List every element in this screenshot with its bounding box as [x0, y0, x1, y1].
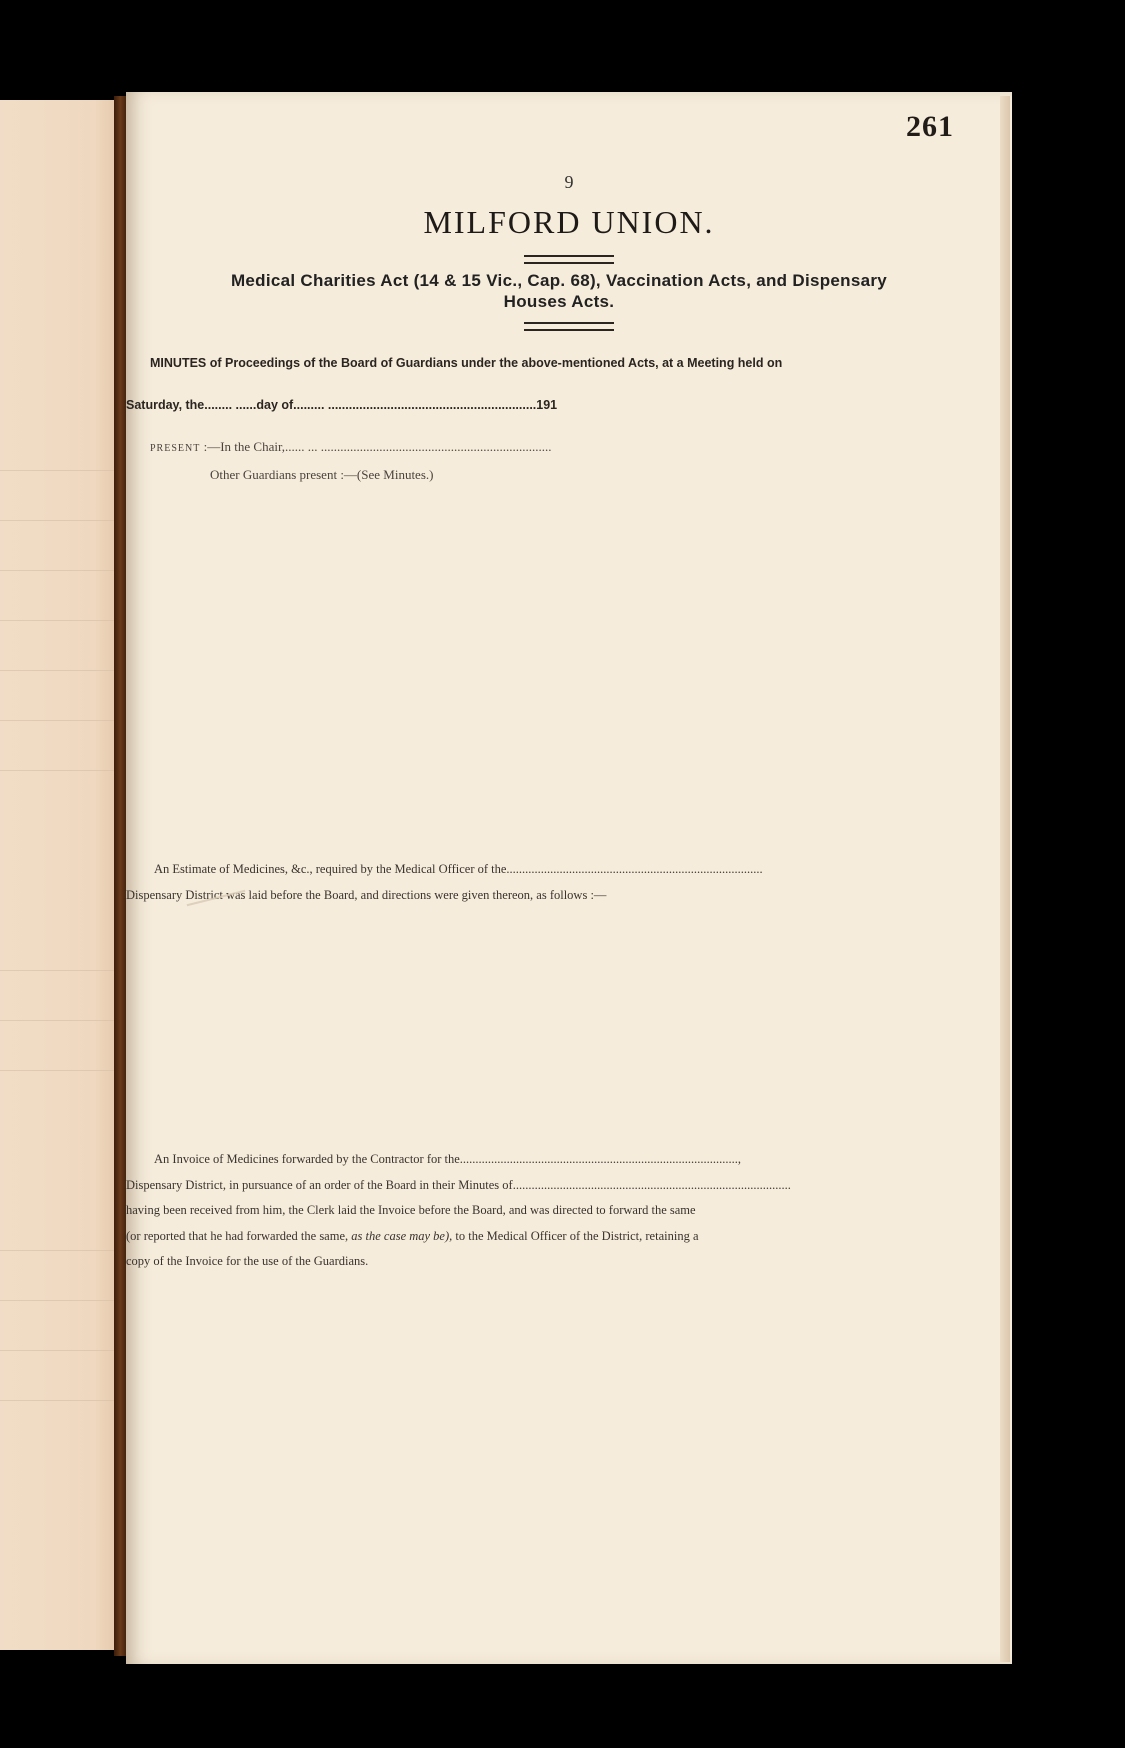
invoice-line-4b: to the Medical Officer of the District, retaining a: [452, 1228, 699, 1243]
previous-page: [0, 100, 118, 1650]
estimate-line-2: Dispensary District was laid before the Board, and directions were given thereon, as follows :—: [126, 887, 607, 902]
page-number: 9: [564, 172, 574, 192]
folio-number: 261: [906, 110, 954, 143]
other-guardians: Other Guardians present :—(See Minutes.): [210, 467, 434, 482]
invoice-line-3: having been received from him, the Clerk laid the Invoice before the Board, and was directed to forward the same: [126, 1203, 696, 1217]
act-heading-line1: Medical Charities Act (14 & 15 Vic., Cap. 68), Vaccination Acts, and Dispensary: [230, 271, 888, 290]
invoice-line-1: An Invoice of Medicines forwarded by the Contractor for the.........................................................................................,: [154, 1152, 742, 1166]
invoice-line-2: Dispensary District, in pursuance of an order of the Board in their Minutes of.........................................................................................: [126, 1177, 791, 1192]
invoice-line-4-italic: as the case may be),: [351, 1228, 453, 1243]
title-rule: [524, 255, 614, 264]
page-title: MILFORD UNION.: [423, 204, 715, 240]
register-page: [126, 92, 1012, 1664]
act-rule: [524, 322, 614, 331]
estimate-line-1: An Estimate of Medicines, &c., required by the Medical Officer of the..................................................................................: [154, 862, 763, 876]
present-line: [150, 439, 552, 455]
meeting-date-line: Saturday, the........ ......day of......... ............................................................191: [126, 398, 558, 412]
minutes-heading: MINUTES of Proceedings of the Board of Guardians under the above-mentioned Acts, at a Meeting held on: [150, 356, 783, 370]
invoice-line-4a: (or reported that he had forwarded the same,: [126, 1228, 352, 1243]
invoice-paragraph: [126, 1147, 988, 1275]
present-chair: :—In the Chair,...... ... .......................................................................: [203, 439, 552, 454]
estimate-paragraph: [126, 857, 988, 908]
invoice-line-5: copy of the Invoice for the use of the Guardians.: [126, 1254, 369, 1268]
page-edge: [1000, 96, 1010, 1662]
present-label: PRESENT: [150, 443, 201, 454]
act-heading-line2: Houses Acts.: [503, 292, 615, 311]
invoice-line-4: [126, 1224, 988, 1250]
act-heading: [126, 270, 992, 312]
